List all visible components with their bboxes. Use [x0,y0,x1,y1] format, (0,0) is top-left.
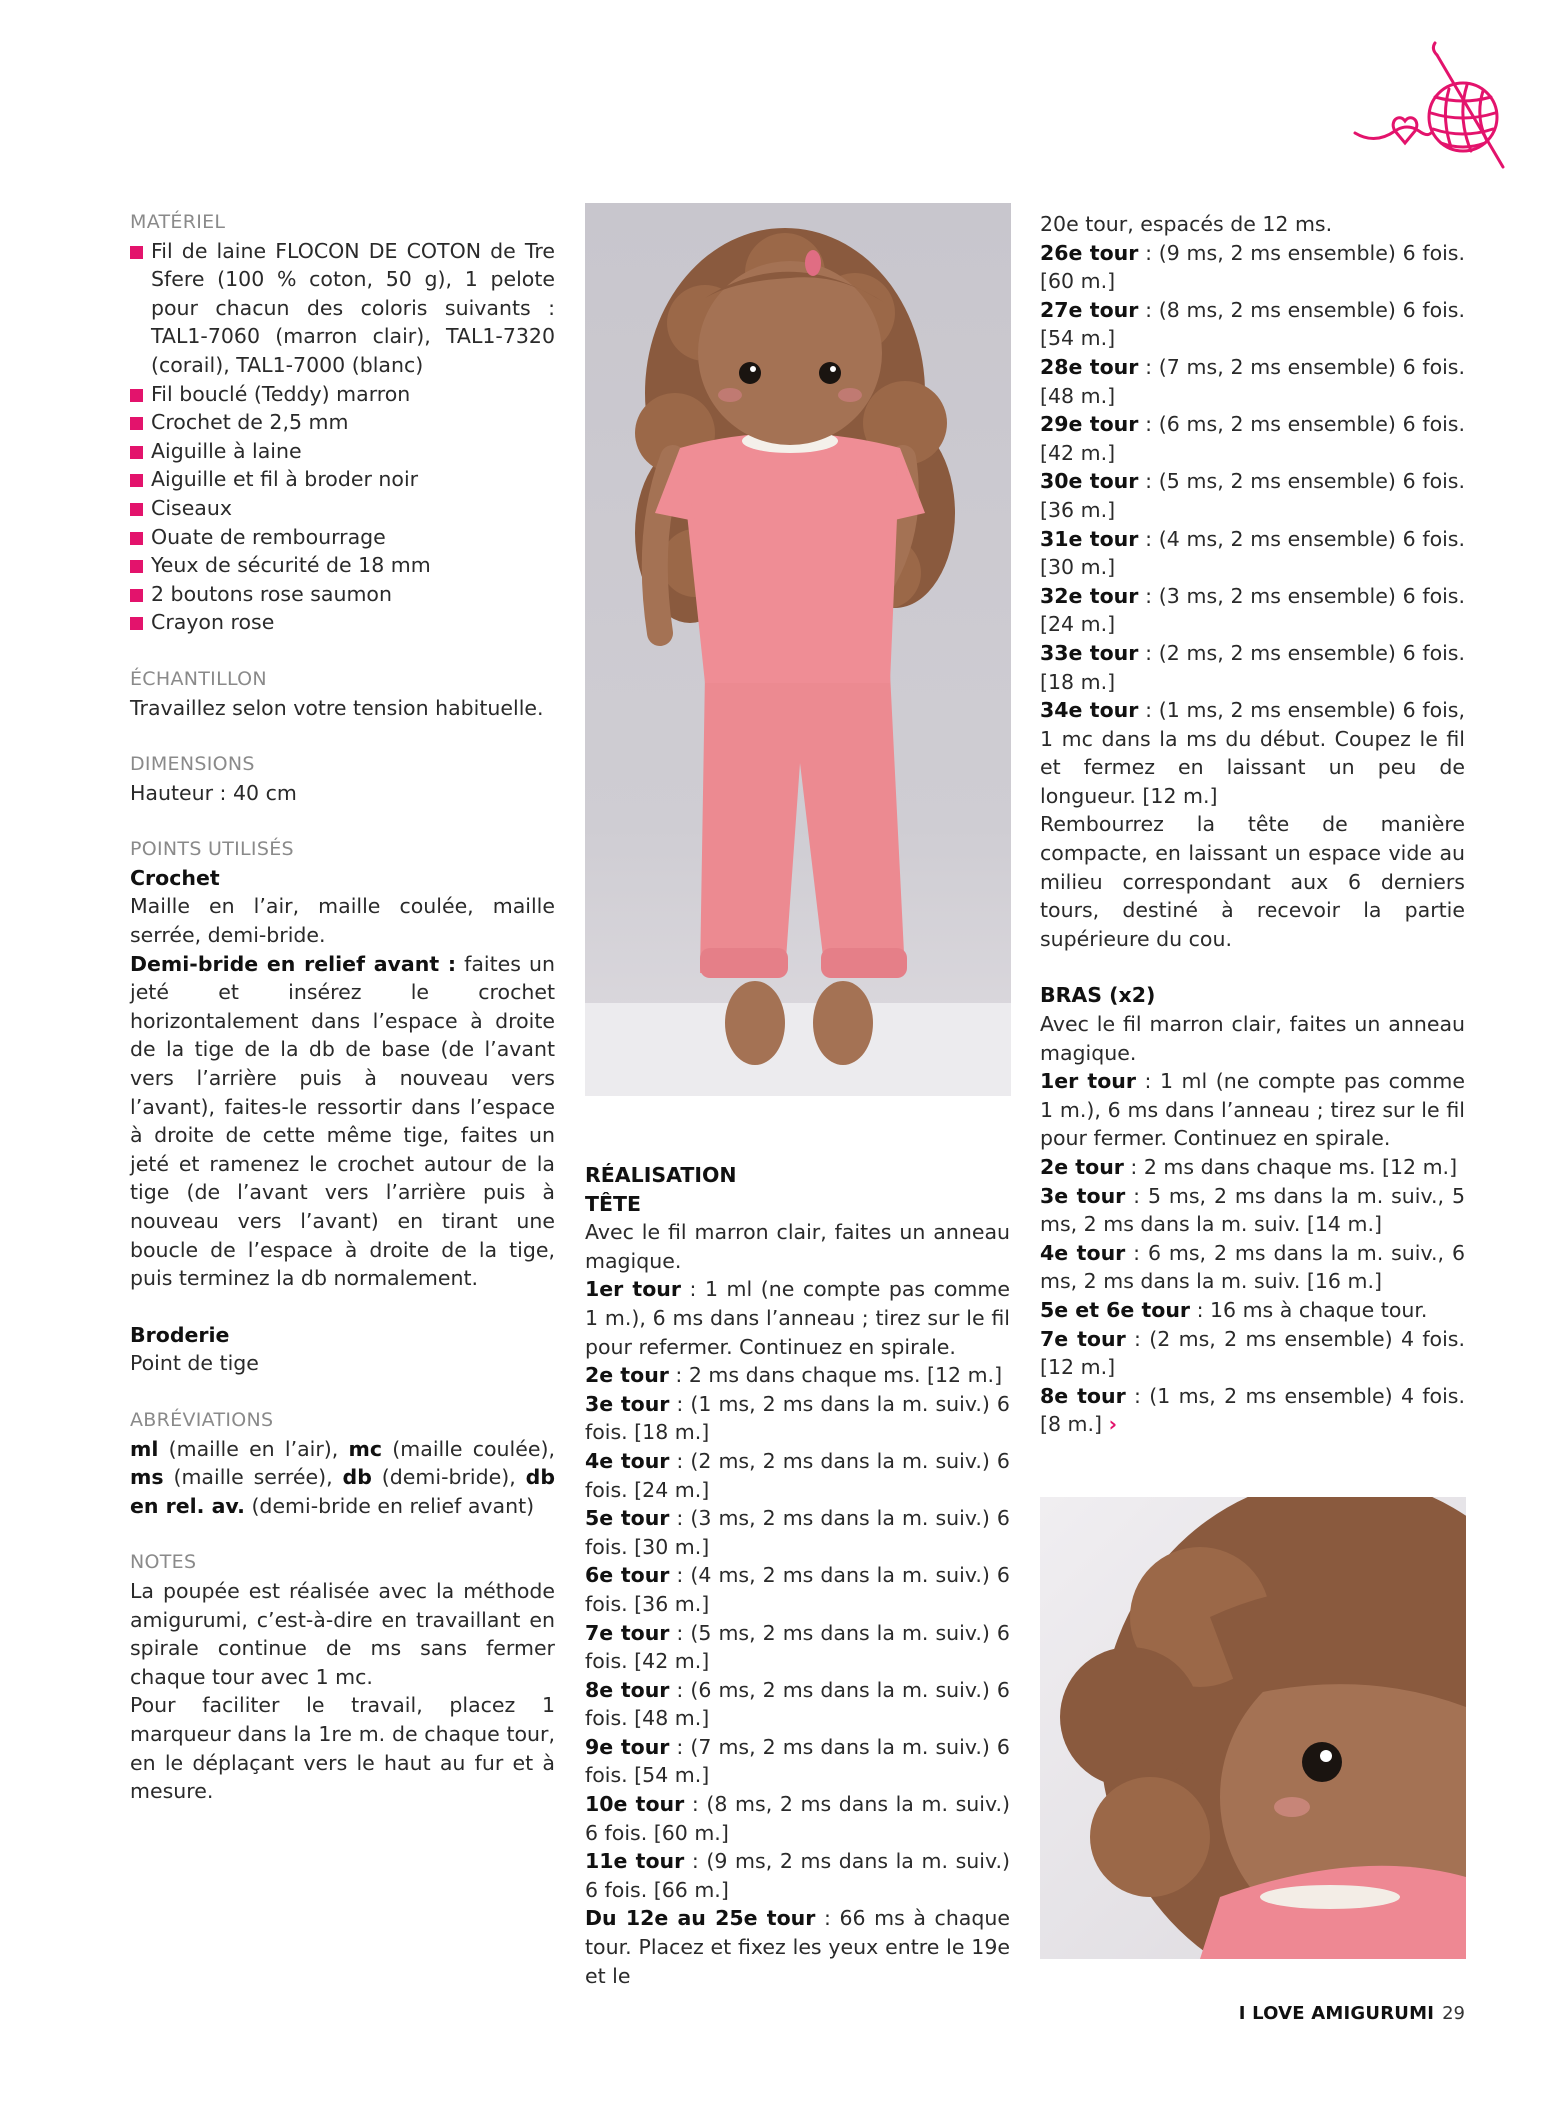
abbr-key: db en rel. av. [130,1465,555,1518]
continue-arrow-icon: › [1108,1412,1118,1437]
row-instruction: 29e tour : (6 ms, 2 ms ensemble) 6 fois. [42 m.] [1040,412,1465,465]
points-heading: POINTS UTILISÉS [130,838,294,861]
row-instruction: 32e tour : (3 ms, 2 ms ensemble) 6 fois. [24 m.] [1040,583,1465,637]
row-instruction: 26e tour : (9 ms, 2 ms ensemble) 6 fois. [60 m.] [1040,240,1465,294]
row-instruction: 2e tour : 2 ms dans chaque ms. [12 m.] [585,1363,1003,1388]
row-instruction: 8e tour : (6 ms, 2 ms dans la m. suiv.) 6 fois. [48 m.] [585,1677,1010,1731]
bullet-square-icon [130,617,143,630]
bullet-square-icon [130,560,143,573]
abbr-key: ml [130,1436,159,1461]
echantillon-heading: ÉCHANTILLON [130,667,267,690]
dbra-paragraph [130,950,555,1293]
yarn-ball-heart-logo-icon [1345,35,1525,185]
row-instruction: 4e tour : (2 ms, 2 ms dans la m. suiv.) 6 fois. [24 m.] [585,1448,1010,1502]
materiel-list [130,237,555,637]
dimensions-heading: DIMENSIONS [130,753,255,776]
row-instruction: Du 12e au 25e tour : 66 ms à chaque tour. Placez et fixez les yeux entre le 19e et le [585,1906,1010,1988]
bullet-square-icon [130,589,143,602]
rembourrez-text: Rembourrez la tête de manière compacte, en laissant un espace vide au milieu correspondant aux 6 derniers tours, destiné à recevoir la partie supérieure du cou. [1040,812,1465,951]
list-item: Fil bouclé (Teddy) marron [130,380,555,409]
list-item: Crayon rose [130,608,555,637]
list-item: 2 boutons rose saumon [130,580,555,609]
abbr-key: ms [130,1465,164,1490]
notes-paragraph-1: La poupée est réalisée avec la méthode amigurumi, c’est-à-dire en travaillant en spirale continue de ms sans fermer chaque tour avec 1 mc. [130,1578,555,1689]
abbr-heading: ABRÉVIATIONS [130,1408,274,1431]
page-footer [1239,2003,1465,2024]
list-item: Ciseaux [130,494,555,523]
materiel-heading: MATÉRIEL [130,211,226,233]
row-instruction: 5e tour : (3 ms, 2 ms dans la m. suiv.) 6 fois. [30 m.] [585,1506,1010,1559]
tete-intro: Avec le fil marron clair, faites un anneau magique. [585,1220,1010,1273]
row-instruction: 11e tour : (9 ms, 2 ms dans la m. suiv.) 6 fois. [66 m.] [585,1849,1011,1902]
bullet-square-icon [130,503,143,516]
row-instruction: 27e tour : (8 ms, 2 ms ensemble) 6 fois. [54 m.] [1040,297,1465,351]
row-instruction: 33e tour : (2 ms, 2 ms ensemble) 6 fois. [18 m.] [1040,640,1465,694]
bullet-square-icon [130,446,143,459]
abbr-value: (maille serrée), [163,1465,343,1490]
dimensions-text: Hauteur : 40 cm [130,780,297,805]
right-column [1040,210,1465,1439]
bullet-square-icon [130,532,143,545]
row-instruction: 1er tour : 1 ml (ne compte pas comme 1 m.), 6 ms dans l’anneau ; tirez sur le fil pour fermer. Continuez en spirale. [1040,1069,1465,1151]
doll-illustration-icon [585,203,1011,1096]
row-instruction: 8e tour : (1 ms, 2 ms ensemble) 4 fois. [8 m.] › [1040,1383,1465,1437]
magazine-title: I LOVE AMIGURUMI [1238,2003,1435,2024]
row-instruction: 5e et 6e tour : 16 ms à chaque tour. [1040,1297,1428,1322]
left-column [130,208,555,1806]
realisation-heading: RÉALISATION [585,1163,737,1187]
list-item: Yeux de sécurité de 18 mm [130,551,555,580]
bras-heading: BRAS (x2) [1040,983,1156,1008]
list-item: Ouate de rembourrage [130,523,555,552]
continuation-text: 20e tour, espacés de 12 ms. [1040,212,1333,236]
row-instruction: 31e tour : (4 ms, 2 ms ensemble) 6 fois. [30 m.] [1040,526,1465,580]
row-instruction: 7e tour : (5 ms, 2 ms dans la m. suiv.) 6 fois. [42 m.] [585,1620,1010,1674]
row-instruction: 3e tour : (1 ms, 2 ms dans la m. suiv.) 6 fois. [18 m.] [585,1391,1010,1445]
row-instruction: 28e tour : (7 ms, 2 ms ensemble) 6 fois. [48 m.] [1040,354,1465,408]
notes-heading: NOTES [130,1551,197,1574]
bras-intro: Avec le fil marron clair, faites un anneau magique. [1040,1012,1465,1065]
tete-heading: TÊTE [585,1191,641,1216]
page-number: 29 [1442,2003,1465,2024]
notes-paragraph-2: Pour faciliter le travail, placez 1 marqueur dans la 1re m. de chaque tour, en le déplaçant vers le haut au fur et à mesure. [130,1693,555,1804]
doll-closeup-illustration-icon [1040,1497,1466,1959]
row-instruction: 6e tour : (4 ms, 2 ms dans la m. suiv.) 6 fois. [36 m.] [585,1563,1010,1616]
abbr-key: db [342,1465,372,1490]
bullet-square-icon [130,474,143,487]
row-instruction: 10e tour : (8 ms, 2 ms dans la m. suiv.) 6 fois. [60 m.] [585,1792,1011,1845]
echantillon-text: Travaillez selon votre tension habituelle. [130,695,544,720]
broderie-text: Point de tige [130,1351,259,1376]
abbr-key: mc [348,1436,383,1461]
bullet-square-icon [130,417,143,430]
bullet-square-icon [130,389,143,402]
dbra-label: Demi-bride en relief avant : [130,951,457,976]
abbr-value: (demi-bride), [371,1465,526,1490]
abbr-paragraph [130,1435,555,1521]
dbra-text: faites un jeté et insérez le crochet horizontalement dans l’espace à droite de la tige de la db de base (de l’avant vers l’arrière puis à nouveau vers l’avant), faites-le ressortir dans l’espace à droite de cette même tige, faites un jeté et ramenez le crochet autour de la tige (de l’avant vers l’arrière puis à nouveau vers l’avant) en tirant une boucle de l’espace à droite de la tige, puis terminez la db normalement. [130,951,555,1291]
row-instruction: 30e tour : (5 ms, 2 ms ensemble) 6 fois. [36 m.] [1040,469,1465,522]
row-instruction: 3e tour : 5 ms, 2 ms dans la m. suiv., 5 ms, 2 ms dans la m. suiv. [14 m.] [1040,1183,1465,1237]
abbr-value: (maille en l’air), [158,1436,349,1461]
list-item: Fil de laine FLOCON DE COTON de Tre Sfere (100 % coton, 50 g), 1 pelote pour chacun des coloris suivants : TAL1-7060 (marron clair), TAL1-7320 (corail), TAL1-7000 (blanc) [130,237,555,380]
broderie-label: Broderie [130,1322,230,1347]
row-instruction: 9e tour : (7 ms, 2 ms dans la m. suiv.) 6 fois. [54 m.] [585,1734,1010,1788]
crochet-label: Crochet [130,865,220,890]
row-instruction: 2e tour : 2 ms dans chaque ms. [12 m.] [1040,1155,1458,1179]
row-instruction: 4e tour : 6 ms, 2 ms dans la m. suiv., 6 ms, 2 ms dans la m. suiv. [16 m.] [1040,1240,1465,1294]
crochet-text: Maille en l’air, maille coulée, maille serrée, demi-bride. [130,894,555,948]
abbr-value: (demi-bride en relief avant) [244,1493,535,1518]
row-instruction: 34e tour : (1 ms, 2 ms ensemble) 6 fois, 1 mc dans la ms du début. Coupez le fil et fermez en laissant un peu de longueur. [12 m.] [1040,698,1465,808]
row-instruction: 1er tour : 1 ml (ne compte pas comme 1 m.), 6 ms dans l’anneau ; tirez sur le fil pour refermer. Continuez en spirale. [585,1277,1010,1359]
bullet-square-icon [130,246,143,259]
doll-full-photo [585,203,1011,1096]
abbr-value: (maille coulée), [382,1436,555,1461]
middle-column [585,1161,1010,1990]
row-instruction: 7e tour : (2 ms, 2 ms ensemble) 4 fois. [12 m.] [1040,1326,1465,1380]
list-item: Aiguille à laine [130,437,555,466]
list-item: Aiguille et fil à broder noir [130,465,555,494]
list-item: Crochet de 2,5 mm [130,408,555,437]
doll-closeup-photo [1040,1497,1466,1959]
